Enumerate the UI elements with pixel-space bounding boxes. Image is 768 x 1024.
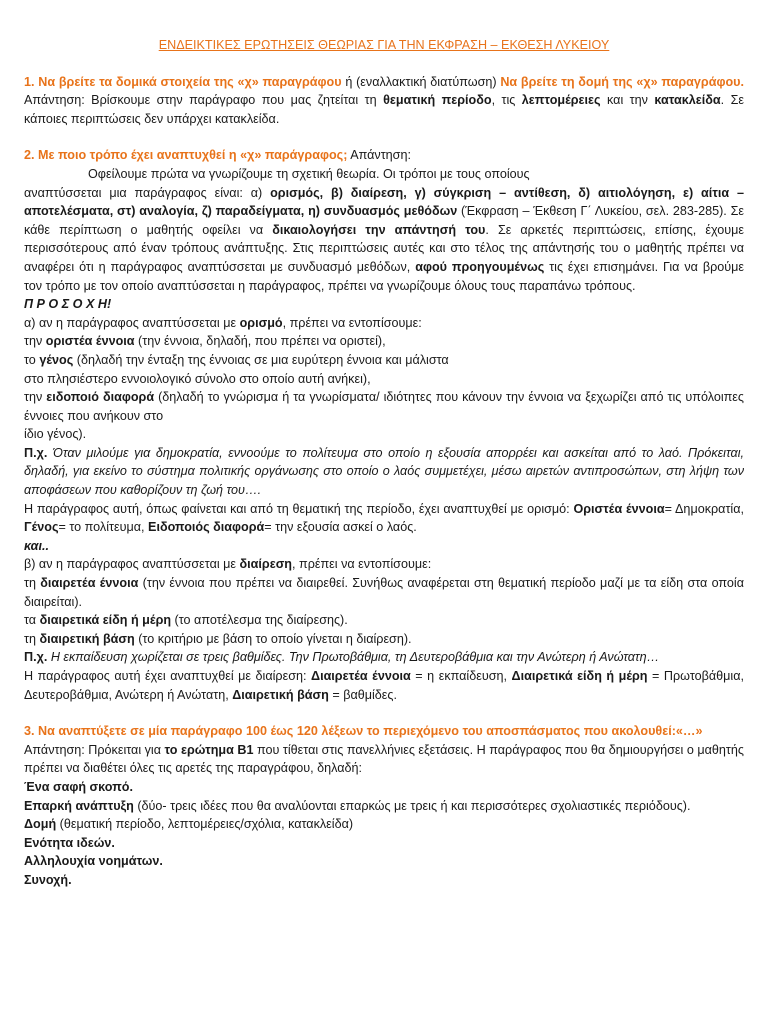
question-2-heading: 2. Με ποιο τρόπο έχει αναπτυχθεί η «χ» παράγραφος; Απάντηση: <box>24 148 411 163</box>
question-3-text: 3. Να αναπτύξετε σε μία παράγραφο 100 έως 120 λέξεων το περιεχόμενο του αποσπάσματος που ακολουθεί:«…» <box>24 724 703 739</box>
division-summary: Η παράγραφος αυτή έχει αναπτυχθεί με διαίρεση: Διαιρετέα έννοια = η εκπαίδευση, Διαιρετικά είδη ή μέρη = Πρωτοβάθμια, Δευτεροβάθμια, Ανώτερη ή Ανώτατη, Διαιρετική βάση = βαθμίδες. <box>24 669 744 702</box>
question-1-text: 1. Να βρείτε τα δομικά στοιχεία της «χ» παραγράφου <box>24 74 342 89</box>
question-2-intro-line: Οφείλουμε πρώτα να γνωρίζουμε τη σχετική θεωρία. Οι τρόποι με τους οποίους <box>88 166 530 181</box>
virtue-item-purpose: Ένα σαφή σκοπό. <box>24 779 133 794</box>
division-item-2: τα διαιρετικά είδη ή μέρη (το αποτέλεσμα της διαίρεσης). <box>24 613 348 628</box>
definition-item-2: το γένος (δηλαδή την ένταξη της έννοιας σε μια ευρύτερη έννοια και μάλιστα <box>24 352 449 367</box>
and-label: και.. <box>24 538 49 553</box>
document-title: ΕΝΔΕΙΚΤΙΚΕΣ ΕΡΩΤΗΣΕΙΣ ΘΕΩΡΙΑΣ ΓΙΑ ΤΗΝ ΕΚΦΡΑΣΗ – ΕΚΘΕΣΗ ΛΥΚΕΙΟΥ <box>158 38 610 52</box>
question-3-answer: Απάντηση: Πρόκειται για το ερώτημα Β1 που τίθεται στις πανελλήνιες εξετάσεις. Η παράγραφος που θα δημιουργήσει ο μαθητής πρέπει να διαθέτει όλες τις αρετές της παραγράφου, δηλαδή: <box>24 742 744 776</box>
definition-item-2-cont: στο πλησιέστερο εννοιολογικό σύνολο στο οποίο αυτή ανήκει), <box>24 371 371 386</box>
virtue-item-cohesion: Συνοχή. <box>24 872 72 887</box>
virtue-item-sequence: Αλληλουχία νοημάτων. <box>24 854 163 869</box>
division-intro: β) αν η παράγραφος αναπτύσσεται με διαίρεση, πρέπει να εντοπίσουμε: <box>24 557 432 572</box>
question-2-text: 2. Με ποιο τρόπο έχει αναπτυχθεί η «χ» παράγραφος; <box>24 148 348 163</box>
definition-intro: α) αν η παράγραφος αναπτύσσεται με ορισμό, πρέπει να εντοπίσουμε: <box>24 315 422 330</box>
division-example: Π.χ. Η εκπαίδευση χωρίζεται σε τρεις βαθμίδες. Την Πρωτοβάθμια, τη Δευτεροβάθμια και την Ανώτερη ή Ανώτατη… <box>24 650 660 665</box>
definition-item-3: την ειδοποιό διαφορά (δηλαδή το γνώρισμα ή τα γνωρίσματα/ ιδιότητες που κάνουν την έννοια να ξεχωρίζει από τις υπόλοιπες έννοιες που ανήκουν στο <box>24 390 744 423</box>
division-item-1: τη διαιρετέα έννοια (την έννοια που πρέπει να διαιρεθεί. Συνήθως αναφέρεται στη θεματική περίοδο μαζί με τα είδη στα οποία διαιρείται). <box>24 576 744 609</box>
question-1-alt-text: Να βρείτε τη δομή της «χ» παραγράφου. <box>500 74 744 89</box>
question-2-methods-paragraph: αναπτύσσεται μια παράγραφος είναι: α) ορισμός, β) διαίρεση, γ) σύγκριση – αντίθεση, δ) αιτιολόγηση, ε) αίτια – αποτελέσματα, στ) αναλογία, ζ) παραδείγματα, η) συνδυασμός μεθόδων (Έκφραση – Έκθεση Γ΄ Λυκείου, σελ. 283-285). Σε κάθε περίπτωση ο μαθητής οφείλει να δικαιολογήσει την απάντησή του. Σε αρκετές περιπτώσεις, επίσης, έχουμε περισσότερους από έναν τρόπους ανάπτυξης. Στις περιπτώσεις αυτές και στο τέλος της απάντησής του ο μαθητής πρέπει να αναφέρει ότι η παράγραφος αναπτύσσεται με συνδυασμό μεθόδων, αφού προηγουμένως τις έχει επισημάνει. Για να βρούμε τον τρόπο με τον οποίο αναπτύσσεται η παράγραφος, πρέπει να γνωρίζουμε όλους τους παραπάνω τρόπους. <box>24 185 745 293</box>
definition-item-1: την οριστέα έννοια (την έννοια, δηλαδή, που πρέπει να οριστεί), <box>24 334 386 349</box>
definition-example: Π.χ. Όταν μιλούμε για δημοκρατία, εννοούμε το πολίτευμα στο οποίο η εξουσία απορρέει και ασκείται από το λαό. Πρόκειται, δηλαδή, για εκείνο το σύστημα πολιτικής οργάνωσης στο οποίο ο λαός συμμετέχει, μέσω αιρετών αντιπροσώπων, στη λήψη των αποφάσεων που καθορίζουν τη ζωή του…. <box>24 445 744 498</box>
virtue-item-unity: Ενότητα ιδεών. <box>24 835 115 850</box>
virtue-item-development: Επαρκή ανάπτυξη (δύο- τρεις ιδέες που θα αναλύονται επαρκώς με τρεις ή και περισσότερες σχολιαστικές περιόδους). <box>24 798 691 813</box>
question-1-paragraph: 1. Να βρείτε τα δομικά στοιχεία της «χ» παραγράφου ή (εναλλακτική διατύπωση) Να βρείτε τη δομή της «χ» παραγράφου. Απάντηση: Βρίσκουμε στην παράγραφο που μας ζητείται τη θεματική περίοδο, τις λεπτομέρειες και την κατακλείδα. Σε κάποιες περιπτώσεις δεν υπάρχει κατακλείδα. <box>24 74 744 126</box>
division-item-3: τη διαιρετική βάση (το κριτήριο με βάση το οποίο γίνεται η διαίρεση). <box>24 631 412 646</box>
attention-label: Π Ρ Ο Σ Ο Χ Η! <box>24 297 112 312</box>
definition-item-3-cont: ίδιο γένος). <box>24 427 87 442</box>
definition-summary: Η παράγραφος αυτή, όπως φαίνεται και από τη θεματική της περίοδο, έχει αναπτυχθεί με ορισμό: Οριστέα έννοια= Δημοκρατία, Γένος= το πολίτευμα, Ειδοποιός διαφορά= την εξουσία ασκεί ο λαός. <box>24 501 744 535</box>
virtue-item-structure: Δομή (θεματική περίοδο, λεπτομέρειες/σχόλια, κατακλείδα) <box>24 817 354 832</box>
